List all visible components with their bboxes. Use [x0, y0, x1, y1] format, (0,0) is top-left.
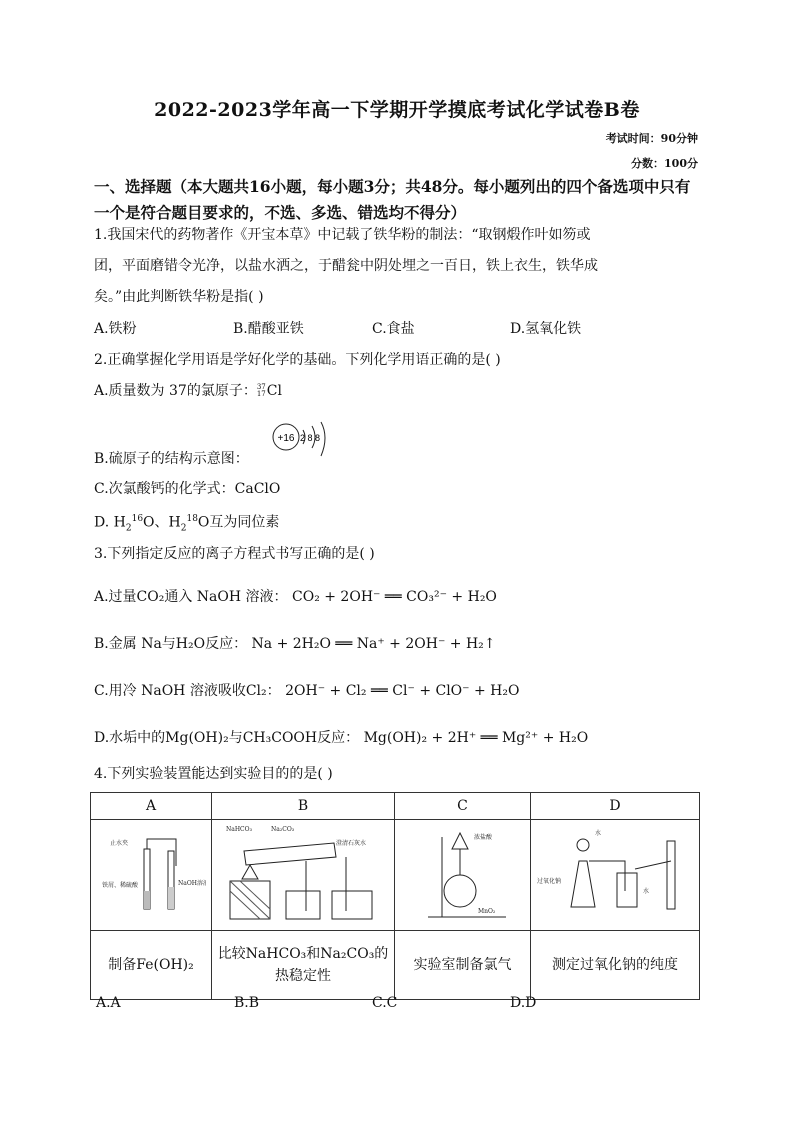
apparatus-a-diagram	[96, 821, 206, 925]
q1-line3: 矣。”由此判断铁华粉是指( )	[94, 289, 264, 305]
q4-option-b: B.B	[234, 995, 260, 1011]
q3-d-label: D.水垢中的Mg(OH)₂与CH₃COOH反应：	[94, 730, 360, 746]
section-heading: 一、选择题（本大题共16小题，每小题3分；共48分。每小题列出的四个备选项中只有一个是符合题目要求的，不选、多选、错选均不得分）	[94, 177, 691, 222]
q4-stem: 4.下列实验装置能达到实验目的的是( )	[94, 766, 333, 782]
q4-caption-d: 测定过氧化钠的纯度	[531, 931, 700, 1000]
q3-option-a	[94, 586, 497, 606]
q4-image-a	[91, 820, 212, 931]
q2-option-a: A.质量数为 37的氯原子：37 17Cl	[94, 383, 282, 399]
q1-option-a: A.铁粉	[94, 321, 137, 337]
q2-option-d-text: 互为同位素	[209, 514, 280, 531]
q1-option-b: B.醋酸亚铁	[233, 321, 304, 337]
apparatus-c-diagram	[398, 821, 528, 925]
q4-header-c: C	[395, 793, 531, 820]
q2-option-a-text: A.质量数为 37的氯原子：	[94, 383, 257, 399]
q2-option-b: B.硫原子的结构示意图：	[94, 451, 249, 467]
label-water-side: 水	[643, 888, 650, 895]
q2-option-d-prefix: D.	[94, 514, 110, 531]
q2-stem: 2.正确掌握化学用语是学好化学的基础。下列化学用语正确的是( )	[94, 352, 501, 368]
q3-c-equation: 2OH⁻ + Cl₂ ══ Cl⁻ + ClO⁻ + H₂O	[285, 683, 520, 699]
q4-option-a: A.A	[96, 995, 121, 1011]
sulfur-shell-counts: 2 8 8	[300, 433, 321, 443]
sulfur-atom-diagram	[270, 420, 334, 466]
label-iron-acid: 铁屑、稀硫酸	[102, 882, 139, 889]
q1-option-d: D.氢氧化铁	[510, 321, 582, 337]
q3-stem: 3.下列指定反应的离子方程式书写正确的是( )	[94, 546, 375, 562]
q4-image-b	[212, 820, 395, 931]
apparatus-d-diagram	[535, 821, 695, 925]
q3-a-equation: CO₂ + 2OH⁻ ══ CO₃²⁻ + H₂O	[292, 589, 497, 605]
exam-score: 分数：100分	[631, 157, 698, 170]
label-sodium-peroxide: 过氧化钠	[537, 878, 562, 885]
label-stop-clamp: 止水夹	[110, 840, 129, 847]
q1-option-c: C.食盐	[372, 321, 415, 337]
q1-line2: 团，平面磨错令光净，以盐水洒之，于醋瓮中阴处埋之一百日，铁上衣生，铁华成	[94, 258, 598, 274]
label-limewater: 澄清石灰水	[335, 840, 366, 847]
q3-option-b	[94, 633, 496, 653]
q3-b-equation: Na + 2H₂O ══ Na⁺ + 2OH⁻ + H₂↑	[251, 636, 496, 652]
q3-d-equation: Mg(OH)₂ + 2H⁺ ══ Mg²⁺ + H₂O	[363, 730, 589, 746]
q3-option-c	[94, 680, 519, 700]
q4-caption-c: 实验室制备氯气	[395, 931, 531, 1000]
q4-image-d	[531, 820, 700, 931]
label-na2co3: Na₂CO₃	[270, 826, 294, 833]
q4-image-c	[395, 820, 531, 931]
label-nahco3: NaHCO₃	[225, 826, 252, 833]
q4-header-b: B	[212, 793, 395, 820]
q3-b-label: B.金属 Na与H₂O反应：	[94, 636, 248, 652]
q4-option-c: C.C	[372, 995, 398, 1011]
q4-option-d: D.D	[510, 995, 537, 1011]
sulfur-nucleus-label: +16	[277, 433, 295, 444]
q2-option-d: D. $H_2^{16}O$、$H_2^{18}O$互为同位素	[94, 514, 280, 534]
apparatus-b-diagram	[216, 821, 391, 925]
q3-a-label: A.过量CO₂通入 NaOH 溶液：	[94, 589, 288, 605]
label-conc-hcl: 浓盐酸	[473, 834, 492, 841]
q4-header-a: A	[91, 793, 212, 820]
exam-time: 考试时间：90分钟	[605, 132, 698, 145]
label-naoh-solution: NaOH溶液	[178, 880, 206, 887]
q4-caption-a: 制备Fe(OH)₂	[91, 931, 212, 1000]
q2-option-c: C.次氯酸钙的化学式：CaClO	[94, 481, 281, 497]
q3-option-d	[94, 727, 588, 747]
q4-caption-b: 比较NaHCO₃和Na₂CO₃的热稳定性	[212, 931, 395, 1000]
q4-apparatus-table	[90, 792, 700, 1000]
q4-header-d: D	[531, 793, 700, 820]
q1-line1: 1.我国宋代的药物著作《开宝本草》中记载了铁华粉的制法：“取钢煅作叶如笏或	[94, 227, 591, 243]
label-water-top: 水	[595, 830, 602, 837]
page-title: 2022-2023学年高一下学期开学摸底考试化学试卷B卷	[154, 99, 640, 121]
label-mno2: MnO₂	[477, 908, 495, 915]
q3-c-label: C.用冷 NaOH 溶液吸收Cl₂：	[94, 683, 281, 699]
chlorine-symbol: Cl	[266, 383, 282, 399]
